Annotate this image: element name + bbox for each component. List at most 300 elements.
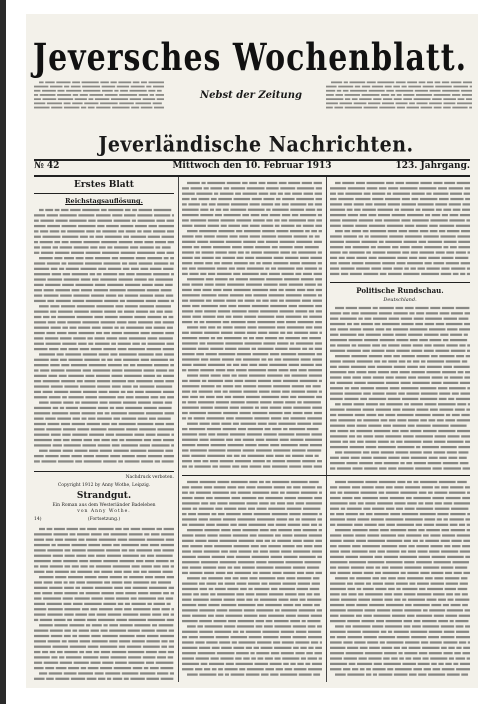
print-line-segment — [458, 371, 464, 373]
print-line-segment — [284, 193, 290, 195]
print-line-segment — [252, 556, 269, 558]
print-line-segment — [165, 332, 174, 334]
print-line-segment — [330, 497, 341, 499]
print-line-segment — [466, 219, 470, 221]
print-line-segment — [182, 631, 198, 633]
print-line-segment — [422, 647, 439, 649]
print-line-segment — [293, 550, 310, 552]
print-line-segment — [444, 241, 457, 243]
print-line-segment — [314, 604, 320, 606]
print-line-segment — [435, 86, 452, 88]
print-line-segment — [451, 81, 462, 83]
print-line-segment — [428, 462, 442, 464]
print-line-segment — [62, 434, 70, 436]
section-erstes-blatt: Erstes Blatt — [74, 180, 134, 190]
print-line-segment — [368, 366, 375, 368]
print-line-segment — [211, 423, 219, 425]
print-line-segment — [116, 619, 127, 621]
print-line-segment — [98, 444, 111, 446]
print-line-segment — [88, 555, 95, 557]
print-line-segment — [292, 385, 304, 387]
print-line-segment — [248, 209, 265, 211]
print-line-segment — [315, 342, 322, 344]
print-line-segment — [330, 663, 347, 665]
print-line-segment — [214, 620, 227, 622]
print-line-segment — [432, 414, 444, 416]
print-line-segment — [355, 86, 360, 88]
print-line-segment — [64, 592, 77, 594]
print-line-segment — [464, 376, 470, 378]
print-line-segment — [411, 251, 418, 253]
print-line-segment — [64, 444, 81, 446]
print-line-segment — [34, 241, 38, 243]
print-line-segment — [96, 305, 113, 307]
print-line-segment — [311, 433, 322, 435]
print-line-segment — [409, 312, 414, 314]
print-line-segment — [50, 86, 63, 88]
print-line-segment — [152, 608, 160, 610]
print-line-segment — [171, 592, 174, 594]
print-line-segment — [40, 220, 53, 222]
print-line-segment — [102, 90, 113, 92]
print-line-segment — [98, 619, 115, 621]
print-line-segment — [330, 387, 343, 389]
print-line-segment — [95, 343, 110, 345]
print-line-segment — [418, 663, 430, 665]
print-line-segment — [182, 428, 187, 430]
print-line-segment — [420, 572, 429, 574]
print-line-segment — [215, 251, 227, 253]
print-line-segment — [228, 305, 236, 307]
print-line-segment — [395, 90, 413, 92]
print-line-segment — [450, 524, 458, 526]
print-line-segment — [64, 86, 69, 88]
print-line-segment — [463, 467, 470, 469]
print-line-segment — [363, 451, 369, 453]
print-texture — [182, 479, 322, 682]
print-line-segment — [34, 214, 45, 216]
print-line-segment — [77, 316, 93, 318]
print-line-segment — [138, 401, 151, 403]
print-line-segment — [208, 219, 219, 221]
print-line-segment — [200, 326, 207, 328]
print-line-segment — [449, 203, 461, 205]
print-line-segment — [201, 203, 207, 205]
print-line-segment — [118, 294, 123, 296]
print-line-segment — [270, 300, 277, 302]
print-line-segment — [63, 428, 76, 430]
print-line-segment — [254, 647, 259, 649]
print-line-segment — [330, 344, 336, 346]
print-line-segment — [268, 524, 274, 526]
print-line-segment — [128, 651, 144, 653]
print-line-segment — [141, 81, 147, 83]
print-line-segment — [367, 182, 385, 184]
print-line-segment — [368, 371, 376, 373]
print-line-segment — [204, 572, 214, 574]
print-line-segment — [265, 604, 282, 606]
print-line-segment — [206, 497, 213, 499]
print-line-segment — [104, 300, 118, 302]
print-line-segment — [245, 294, 252, 296]
print-line-segment — [419, 492, 427, 494]
print-line-segment — [439, 225, 454, 227]
print-line-segment — [394, 673, 408, 675]
print-line-segment — [439, 457, 447, 459]
print-line-segment — [52, 273, 61, 275]
print-line-segment — [452, 414, 460, 416]
print-line-segment — [367, 382, 384, 384]
print-line-segment — [182, 187, 189, 189]
print-line-segment — [187, 278, 204, 280]
print-line-segment — [182, 636, 187, 638]
print-line-segment — [397, 524, 414, 526]
print-line-segment — [238, 492, 251, 494]
print-line-segment — [182, 257, 193, 259]
print-line-segment — [308, 219, 315, 221]
print-line-segment — [407, 81, 417, 83]
print-line-segment — [372, 625, 383, 627]
print-line-segment — [451, 529, 465, 531]
print-line-segment — [302, 620, 306, 622]
print-line-segment — [131, 236, 147, 238]
print-line-segment — [384, 593, 392, 595]
print-line-segment — [462, 545, 470, 547]
print-line-segment — [451, 267, 465, 269]
print-line-segment — [34, 539, 44, 541]
print-line-segment — [414, 318, 424, 320]
print-line-segment — [119, 646, 125, 648]
print-line-segment — [254, 588, 269, 590]
print-line-segment — [98, 268, 106, 270]
print-line-segment — [157, 418, 170, 420]
print-line-segment — [195, 310, 203, 312]
print-line-segment — [388, 360, 397, 362]
print-line-segment — [285, 668, 293, 670]
print-line-segment — [154, 321, 161, 323]
print-line-segment — [315, 203, 322, 205]
print-line-segment — [130, 678, 144, 680]
print-line-segment — [285, 337, 300, 339]
print-line-segment — [396, 588, 400, 590]
print-line-segment — [151, 533, 160, 535]
print-line-segment — [164, 353, 174, 355]
print-line-segment — [197, 625, 203, 627]
print-line-segment — [275, 534, 281, 536]
print-line-segment — [386, 561, 403, 563]
print-line-segment — [335, 451, 342, 453]
print-line-segment — [469, 107, 472, 109]
print-line-segment — [232, 246, 242, 248]
print-line-segment — [368, 425, 381, 427]
print-line-segment — [211, 444, 226, 446]
print-line-segment — [313, 423, 322, 425]
print-line-segment — [361, 387, 375, 389]
print-line-segment — [290, 230, 304, 232]
print-line-segment — [34, 597, 41, 599]
print-line-segment — [55, 571, 69, 573]
print-line-segment — [136, 380, 152, 382]
print-line-segment — [237, 625, 254, 627]
print-line-segment — [277, 342, 288, 344]
print-line-segment — [408, 334, 422, 336]
print-line-segment — [467, 657, 470, 659]
print-line-segment — [97, 380, 110, 382]
print-line-segment — [279, 284, 287, 286]
print-line-segment — [347, 508, 362, 510]
print-line-segment — [83, 241, 99, 243]
print-line-segment — [138, 418, 148, 420]
print-line-segment — [217, 593, 235, 595]
print-line-segment — [79, 560, 88, 562]
print-line-segment — [465, 198, 470, 200]
print-line-segment — [203, 316, 216, 318]
print-line-segment — [352, 572, 362, 574]
print-line-segment — [248, 588, 252, 590]
print-line-segment — [458, 446, 470, 448]
print-line-segment — [450, 198, 463, 200]
print-line-segment — [227, 449, 241, 451]
print-line-segment — [129, 576, 143, 578]
print-line-segment — [300, 257, 309, 259]
print-line-segment — [190, 396, 198, 398]
print-line-segment — [62, 236, 78, 238]
print-line-segment — [415, 307, 428, 309]
print-line-segment — [364, 107, 378, 109]
print-line-segment — [82, 608, 89, 610]
print-line-segment — [148, 278, 153, 280]
print-line-segment — [436, 209, 442, 211]
print-line-segment — [99, 396, 116, 398]
print-line-segment — [279, 369, 289, 371]
print-line-segment — [119, 316, 132, 318]
print-line-segment — [81, 667, 86, 669]
print-line-segment — [443, 518, 447, 520]
print-line-segment — [455, 409, 465, 411]
print-line-segment — [309, 235, 313, 237]
print-line-segment — [310, 444, 322, 446]
print-line-segment — [275, 657, 281, 659]
print-line-segment — [182, 267, 187, 269]
print-line-segment — [414, 98, 431, 100]
print-line-segment — [365, 481, 377, 483]
print-line-segment — [170, 560, 174, 562]
print-line-segment — [268, 615, 284, 617]
print-line-segment — [200, 321, 205, 323]
print-line-segment — [130, 364, 135, 366]
print-line-segment — [304, 561, 321, 563]
print-line-segment — [302, 524, 310, 526]
print-line-segment — [425, 577, 433, 579]
print-line-segment — [422, 209, 434, 211]
print-line-segment — [189, 273, 198, 275]
print-line-segment — [245, 380, 257, 382]
print-line-segment — [268, 545, 281, 547]
print-line-segment — [316, 310, 322, 312]
print-line-segment — [259, 481, 264, 483]
print-line-segment — [75, 460, 82, 462]
print-line-segment — [155, 353, 162, 355]
print-line-segment — [265, 428, 271, 430]
print-line-segment — [163, 439, 174, 441]
print-line-segment — [400, 492, 417, 494]
print-line-segment — [294, 332, 308, 334]
masthead-nebst: Nebst der Zeitung — [200, 90, 302, 101]
print-line-segment — [406, 392, 419, 394]
print-line-segment — [153, 230, 165, 232]
print-line-segment — [252, 305, 269, 307]
print-line-segment — [273, 262, 288, 264]
print-line-segment — [456, 225, 470, 227]
print-line-segment — [204, 187, 209, 189]
print-line-segment — [418, 673, 426, 675]
print-line-segment — [358, 599, 370, 601]
print-line-segment — [260, 310, 278, 312]
print-line-segment — [41, 252, 53, 254]
print-line-segment — [391, 94, 395, 96]
print-line-segment — [261, 358, 266, 360]
print-line-segment — [465, 625, 470, 627]
print-line-segment — [268, 423, 276, 425]
print-line-segment — [109, 401, 121, 403]
print-line-segment — [296, 631, 307, 633]
print-line-segment — [263, 342, 275, 344]
print-line-segment — [394, 593, 403, 595]
print-line-segment — [57, 94, 71, 96]
print-line-segment — [311, 615, 322, 617]
print-line-segment — [129, 533, 143, 535]
print-line-segment — [217, 337, 223, 339]
print-line-segment — [250, 235, 260, 237]
print-line-segment — [354, 583, 364, 585]
print-line-segment — [233, 364, 239, 366]
print-line-segment — [350, 81, 366, 83]
print-line-segment — [243, 439, 254, 441]
print-line-segment — [119, 241, 133, 243]
print-line-segment — [315, 225, 322, 227]
print-line-segment — [231, 401, 245, 403]
print-line-segment — [204, 332, 219, 334]
print-line-segment — [242, 566, 255, 568]
print-line-segment — [382, 545, 398, 547]
print-line-segment — [127, 289, 145, 291]
print-line-segment — [182, 433, 197, 435]
print-line-segment — [151, 332, 163, 334]
print-line-segment — [293, 625, 306, 627]
print-line-segment — [330, 430, 336, 432]
print-line-segment — [58, 460, 74, 462]
print-line-segment — [279, 246, 292, 248]
print-line-segment — [434, 451, 446, 453]
print-line-segment — [259, 182, 266, 184]
print-line-segment — [147, 603, 151, 605]
print-line-segment — [182, 321, 192, 323]
print-line-segment — [59, 268, 64, 270]
print-line-segment — [150, 544, 159, 546]
print-line-segment — [57, 418, 71, 420]
print-line-segment — [390, 566, 403, 568]
print-line-segment — [246, 401, 258, 403]
print-line-segment — [315, 235, 320, 237]
print-line-segment — [460, 273, 465, 275]
print-line-segment — [330, 209, 345, 211]
print-line-segment — [435, 435, 446, 437]
print-line-segment — [146, 651, 157, 653]
print-line-segment — [39, 450, 48, 452]
print-line-segment — [434, 441, 445, 443]
print-line-segment — [72, 102, 82, 104]
print-line-segment — [418, 529, 424, 531]
print-line-segment — [49, 348, 59, 350]
print-line-segment — [137, 423, 153, 425]
print-line-segment — [402, 251, 409, 253]
print-line-segment — [462, 360, 467, 362]
print-line-segment — [378, 257, 395, 259]
print-line-segment — [199, 391, 213, 393]
print-line-segment — [408, 599, 425, 601]
print-line-segment — [452, 545, 461, 547]
print-line-segment — [91, 533, 102, 535]
print-line-segment — [249, 262, 254, 264]
print-line-segment — [123, 359, 139, 361]
print-line-segment — [230, 433, 245, 435]
print-line-segment — [197, 556, 210, 558]
print-line-segment — [228, 225, 240, 227]
print-line-segment — [269, 294, 285, 296]
print-line-segment — [213, 492, 229, 494]
print-line-segment — [352, 550, 368, 552]
print-line-segment — [277, 326, 285, 328]
print-line-segment — [34, 102, 45, 104]
print-line-segment — [138, 592, 148, 594]
print-line-segment — [182, 209, 199, 211]
print-line-segment — [467, 350, 470, 352]
print-line-segment — [111, 343, 116, 345]
print-line-segment — [308, 668, 322, 670]
print-line-segment — [55, 220, 67, 222]
print-line-segment — [220, 460, 234, 462]
print-line-segment — [283, 663, 289, 665]
print-line-segment — [235, 439, 242, 441]
print-line-segment — [363, 328, 374, 330]
print-line-segment — [167, 576, 174, 578]
print-line-segment — [47, 278, 62, 280]
print-line-segment — [295, 273, 301, 275]
print-line-segment — [408, 376, 416, 378]
print-line-segment — [119, 102, 134, 104]
print-line-segment — [303, 529, 317, 531]
print-line-segment — [261, 647, 273, 649]
print-line-segment — [87, 678, 97, 680]
print-line-segment — [83, 391, 97, 393]
print-line-segment — [387, 225, 403, 227]
print-line-segment — [218, 668, 223, 670]
print-line-segment — [365, 502, 375, 504]
print-line-segment — [330, 267, 339, 269]
print-line-segment — [337, 90, 341, 92]
print-line-segment — [402, 588, 417, 590]
print-line-segment — [80, 348, 89, 350]
print-line-segment — [300, 380, 318, 382]
print-line-segment — [298, 396, 315, 398]
print-line-segment — [75, 284, 93, 286]
print-line-segment — [243, 241, 256, 243]
print-line-segment — [155, 278, 173, 280]
print-line-segment — [463, 572, 470, 574]
print-line-segment — [369, 214, 377, 216]
print-line-segment — [407, 107, 419, 109]
print-line-segment — [94, 316, 103, 318]
